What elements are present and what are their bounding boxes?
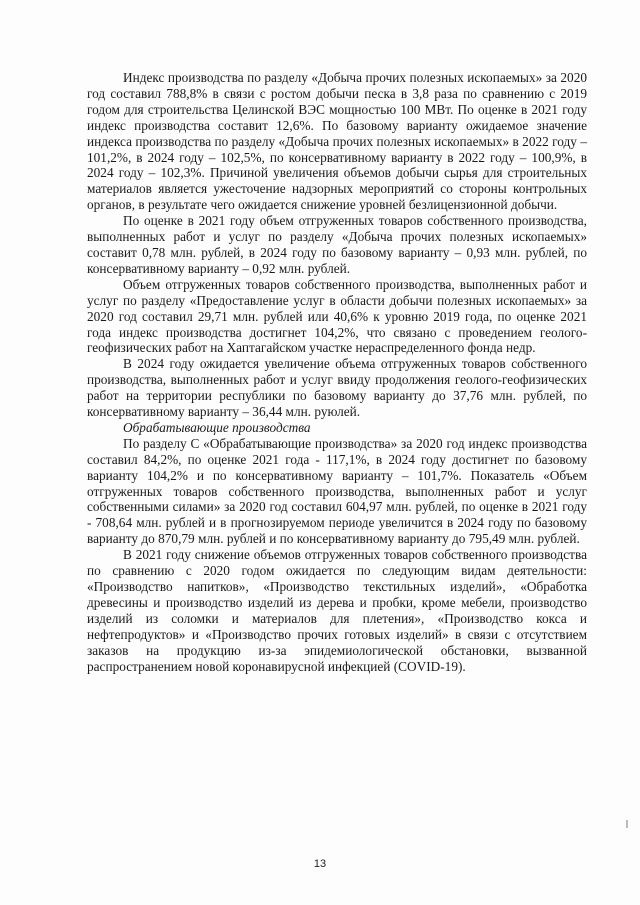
- page-number: 13: [313, 858, 327, 870]
- paragraph-mining-forecast: В 2024 году ожидается увеличение объема отгруженных товаров собственного производства, выполненных работ и услуг ввиду продолжения геолого-геофизических работ на территории республики по базовому варианту до 37,76 млн. рублей, по консервативному варианту – 36,44 млн. руюлей.: [87, 356, 587, 420]
- scan-artifact: [626, 820, 628, 828]
- paragraph-mining-shipments: По оценке в 2021 году объем отгруженных товаров собственного производства, выполненных работ и услуг по разделу «Добыча прочих полезных ископаемых» составит 0,78 млн. рублей, в 2024 году по базовому варианту – 0,93 млн. рублей, по консервативному варианту – 0,92 млн. рублей.: [87, 213, 587, 276]
- paragraph-manufacturing-decline: В 2021 году снижение объемов отгруженных товаров собственного производства по сравнению с 2020 годом ожидается по следующим видам деятельности: «Производство напитков», «Производство текстильных изделий», «Обработка древесины и производство изделий из дерева и пробки, кроме мебели, производство изделий из соломки и материалов для плетения», «Производство кокса и нефтепродуктов» и «Производство прочих готовых изделий» в связи с отсутствием заказов на продукцию из-за эпидемиологической обстановки, вызванной распространением новой коронавирусной инфекцией (COVID-19).: [87, 547, 587, 674]
- paragraph-mining-index: Индекс производства по разделу «Добыча прочих полезных ископаемых» за 2020 год составил 788,8% в связи с ростом добычи песка в 3,8 раза по сравнению с 2019 годом для строительства Целинской ВЭС мощностью 100 МВт. По оценке в 2021 году индекс производства составит 12,6%. По базовому варианту ожидаемое значение индекса производства по разделу «Добыча прочих полезных ископаемых» в 2022 году – 101,2%, в 2024 году – 102,5%, по консервативному варианту в 2022 году – 100,9%, в 2024 году – 102,3%. Причиной увеличения объемов добычи сырья для строительных материалов является ужесточение надзорных мероприятий со стороны контрольных органов, в результате чего ожидается снижение уровней безлицензионной добычи.: [87, 70, 587, 213]
- paragraph-manufacturing-index: По разделу С «Обрабатывающие производства» за 2020 год индекс производства составил 84,2%, по оценке 2021 года - 117,1%, в 2024 году достигнет по базовому варианту 104,2% и по консервативному варианту – 101,7%. Показатель «Объем отгруженных товаров собственного производства, выполненных работ и услуг собственными силами» за 2020 год составил 604,97 млн. рублей, по оценке в 2021 году - 708,64 млн. рублей и в прогнозируемом периоде увеличится в 2024 году по базовому варианту до 870,79 млн. рублей и по консервативному варианту до 795,49 млн. рублей.: [87, 435, 587, 547]
- section-title: Обрабатывающие производства: [123, 419, 311, 435]
- document-body: [87, 70, 587, 674]
- paragraph-mining-services: Объем отгруженных товаров собственного производства, выполненных работ и услуг по разделу «Предоставление услуг в области добычи полезных ископаемых» за 2020 год составил 29,71 млн. рублей или 40,6% к уровню 2019 года, по оценке 2021 года индекс производства достигнет 104,2%, что связано с проведением геолого-геофизических работ на Хаптагайском участке нераспределенного фонда недр.: [87, 276, 587, 356]
